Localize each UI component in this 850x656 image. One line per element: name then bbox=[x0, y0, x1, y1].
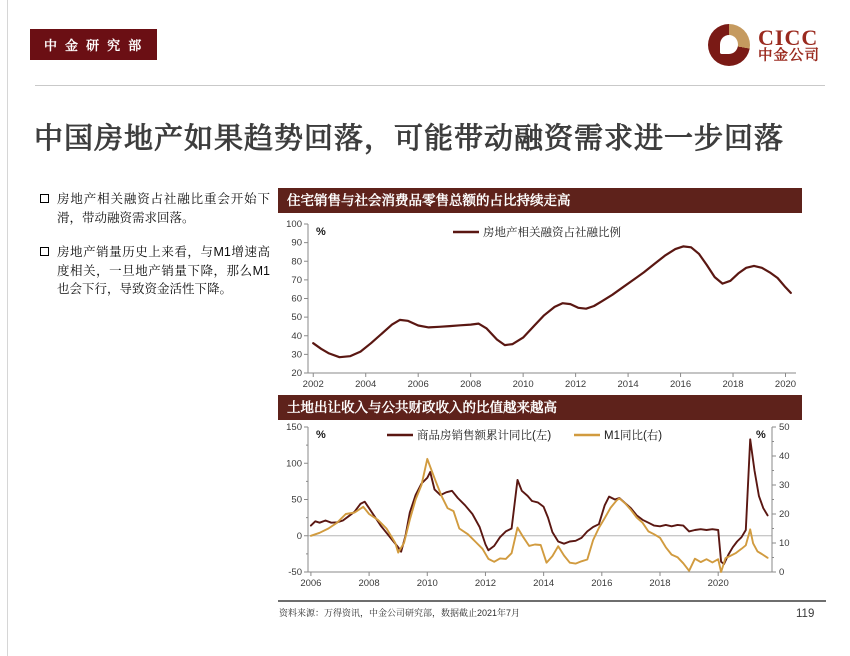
svg-text:2020: 2020 bbox=[707, 578, 729, 589]
svg-text:0: 0 bbox=[296, 530, 302, 542]
svg-text:2006: 2006 bbox=[407, 379, 429, 390]
svg-text:150: 150 bbox=[286, 422, 302, 433]
svg-text:2016: 2016 bbox=[591, 578, 613, 589]
svg-text:%: % bbox=[756, 429, 766, 441]
chart1-header: 住宅销售与社会消费品零售总额的占比持续走高 bbox=[278, 188, 802, 213]
svg-text:2008: 2008 bbox=[358, 578, 380, 589]
key-points-list bbox=[40, 190, 270, 315]
svg-text:20: 20 bbox=[779, 509, 790, 520]
research-dept-badge: 中金研究部 bbox=[30, 29, 157, 60]
svg-text:2012: 2012 bbox=[474, 578, 497, 589]
left-edge-divider bbox=[7, 0, 8, 656]
cicc-logo bbox=[708, 24, 820, 66]
svg-text:2018: 2018 bbox=[722, 379, 744, 390]
svg-text:60: 60 bbox=[291, 293, 302, 305]
square-bullet-icon bbox=[40, 247, 49, 256]
chart1-financing-share-svg bbox=[276, 219, 806, 395]
bullet-text: 房地产销量历史上来看，与M1增速高度相关，一旦地产销量下降，那么M1也会下行，导致资金活性下降。 bbox=[57, 245, 270, 296]
logo-brand-text: CICC bbox=[758, 24, 819, 50]
svg-text:房地产相关融资占社融比例: 房地产相关融资占社融比例 bbox=[483, 227, 621, 239]
svg-text:30: 30 bbox=[779, 480, 790, 491]
svg-text:30: 30 bbox=[291, 349, 302, 361]
svg-text:2020: 2020 bbox=[774, 379, 797, 390]
svg-text:100: 100 bbox=[286, 219, 302, 230]
svg-text:2018: 2018 bbox=[649, 578, 671, 589]
list-item bbox=[40, 190, 270, 227]
svg-text:M1同比(右): M1同比(右) bbox=[604, 430, 663, 442]
svg-text:2010: 2010 bbox=[416, 578, 438, 589]
cicc-donut-icon bbox=[708, 24, 750, 66]
svg-text:%: % bbox=[316, 226, 326, 238]
svg-text:2014: 2014 bbox=[533, 578, 555, 589]
chart2-sales-m1-svg bbox=[276, 422, 806, 594]
footer-divider bbox=[278, 600, 826, 602]
svg-text:2012: 2012 bbox=[565, 379, 587, 390]
svg-text:2006: 2006 bbox=[300, 578, 322, 589]
svg-text:-50: -50 bbox=[288, 567, 302, 578]
svg-text:2016: 2016 bbox=[669, 379, 692, 390]
svg-text:70: 70 bbox=[291, 274, 302, 286]
svg-text:20: 20 bbox=[291, 368, 302, 379]
svg-text:10: 10 bbox=[779, 538, 790, 549]
list-item bbox=[40, 243, 270, 299]
svg-text:40: 40 bbox=[779, 451, 790, 462]
svg-text:100: 100 bbox=[286, 458, 302, 470]
header-divider bbox=[35, 85, 825, 86]
chart2-header: 土地出让收入与公共财政收入的比值越来越高 bbox=[278, 395, 802, 420]
svg-text:90: 90 bbox=[291, 237, 302, 249]
svg-text:2014: 2014 bbox=[617, 379, 639, 390]
svg-text:%: % bbox=[316, 429, 326, 441]
svg-text:0: 0 bbox=[779, 567, 785, 578]
svg-text:50: 50 bbox=[291, 494, 302, 506]
svg-text:80: 80 bbox=[291, 256, 302, 268]
bullet-text: 房地产相关融资占社融比重会开始下滑，带动融资需求回落。 bbox=[57, 192, 270, 225]
logo-brand-cn-text: 中金公司 bbox=[758, 47, 820, 64]
svg-text:商品房销售额累计同比(左): 商品房销售额累计同比(左) bbox=[417, 430, 552, 442]
source-note: 资料来源：万得资讯，中金公司研究部，数据截止2021年7月 bbox=[279, 608, 521, 618]
svg-text:2004: 2004 bbox=[355, 379, 377, 390]
page-number: 119 bbox=[796, 608, 815, 620]
svg-text:40: 40 bbox=[291, 330, 302, 342]
page-title: 中国房地产如果趋势回落，可能带动融资需求进一步回落 bbox=[34, 123, 785, 155]
svg-text:2008: 2008 bbox=[460, 379, 482, 390]
square-bullet-icon bbox=[40, 194, 49, 203]
svg-text:2010: 2010 bbox=[512, 379, 534, 390]
svg-text:2002: 2002 bbox=[302, 379, 324, 390]
svg-text:50: 50 bbox=[779, 422, 790, 433]
svg-text:50: 50 bbox=[291, 312, 302, 324]
